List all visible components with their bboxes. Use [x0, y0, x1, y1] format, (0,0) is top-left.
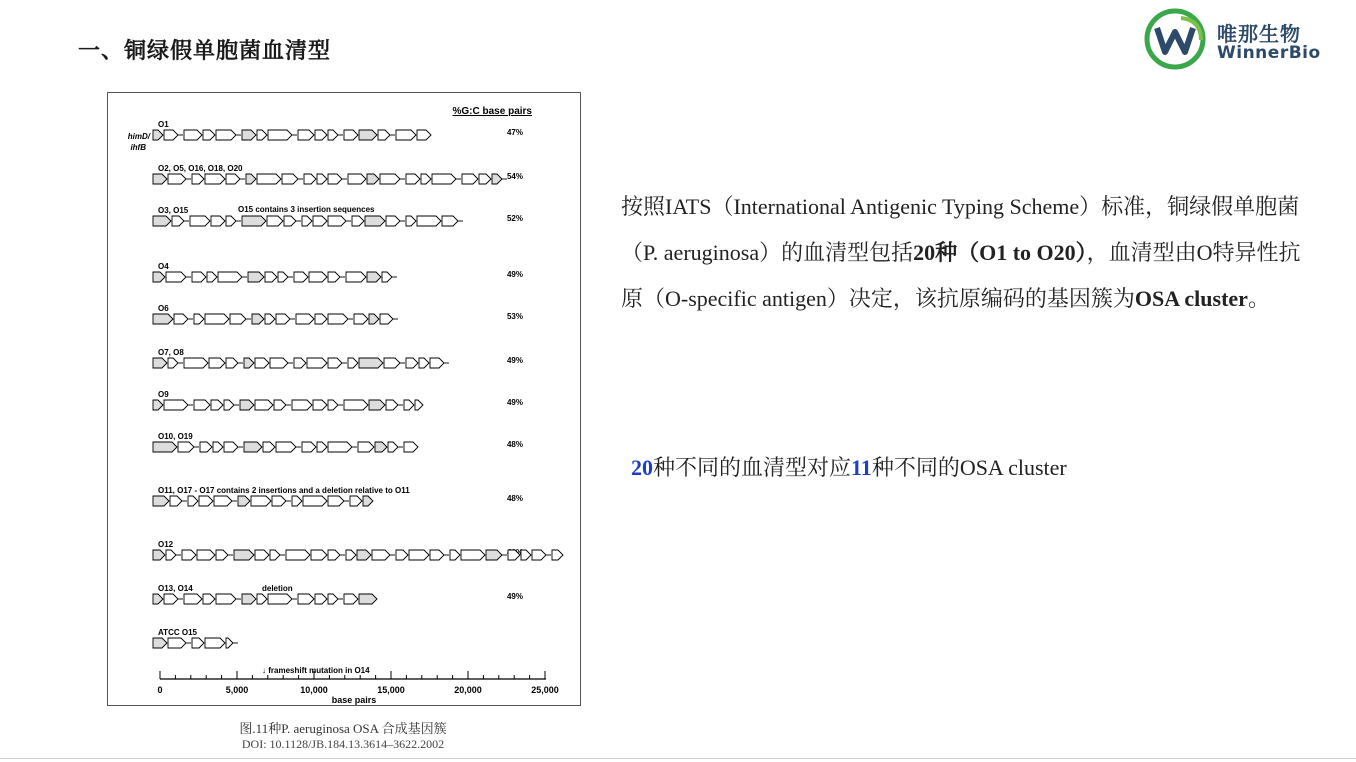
gene-arrow [354, 314, 368, 324]
gene-arrow [224, 400, 234, 410]
gene-arrow [313, 400, 327, 410]
o15-note: O15 contains 3 insertion sequences [238, 205, 375, 214]
gene-arrow [294, 358, 306, 368]
summary-line [631, 451, 1067, 482]
gene-arrow [278, 272, 288, 282]
row-label: O1 [158, 120, 169, 129]
gene-arrow [292, 400, 312, 410]
gene-arrow [184, 358, 208, 368]
gene-arrow [213, 442, 223, 452]
gene-arrow [168, 638, 186, 648]
gene-arrow [432, 174, 456, 184]
para-text-1: 按照IATS（International Antigenic Typing Scheme）标准，铜绿假单胞菌（P. aeruginosa）的血清型包括 [621, 194, 1300, 265]
gene-arrow [268, 130, 292, 140]
gene-arrow [328, 550, 340, 560]
gene-arrow [197, 550, 215, 560]
gene-arrow [205, 638, 225, 648]
row-gc-value: 49% [506, 356, 523, 365]
cluster-rows [153, 120, 563, 675]
frameshift-note: ↓ frameshift mutation in O14 [262, 666, 370, 675]
gene-arrow [396, 130, 416, 140]
gene-arrow [350, 496, 362, 506]
gene-arrow [224, 442, 238, 452]
gene-arrow [302, 442, 316, 452]
row-gc-value: 48% [506, 494, 523, 503]
gene-arrow [200, 442, 212, 452]
axis-tick: 15,000 [377, 685, 405, 695]
gene-arrow [294, 272, 308, 282]
gene-arrow [352, 216, 364, 226]
logo-cn-text: 唯那生物 [1217, 22, 1301, 46]
axis-tick: 25,000 [531, 685, 559, 695]
gene-arrow [430, 550, 444, 560]
gene-arrow [282, 174, 298, 184]
gene-arrow [415, 400, 423, 410]
gene-arrow [248, 272, 264, 282]
gene-arrow [328, 496, 344, 506]
gene-arrow [226, 358, 238, 368]
gene-arrow [417, 216, 441, 226]
gene-arrow [346, 550, 356, 560]
para-text-end: 。 [1247, 286, 1270, 311]
gene-arrow [328, 358, 342, 368]
gene-arrow [365, 216, 385, 226]
gene-arrow [234, 550, 254, 560]
para-bold-osa: OSA cluster [1134, 286, 1248, 311]
gene-arrow [406, 174, 420, 184]
gene-arrow [153, 358, 167, 368]
gene-arrow [298, 130, 314, 140]
gene-arrow [240, 400, 254, 410]
gene-arrow [317, 174, 327, 184]
gene-arrow [386, 400, 398, 410]
gene-arrow [226, 638, 233, 648]
gc-header: %G:C base pairs [452, 106, 532, 117]
gene-arrow [406, 358, 418, 368]
row-label: O10, O19 [158, 432, 193, 441]
gene-arrow [328, 594, 338, 604]
gene-arrow [265, 314, 275, 324]
gene-arrow [369, 314, 379, 324]
gene-arrow [315, 130, 327, 140]
gene-arrow [380, 174, 400, 184]
para-text-2: ，血清型由O特异性抗原（O-specific antigen）决定，该抗原编码的基因簇为 [621, 240, 1301, 311]
summary-text-mid: 种不同的血清型对应 [653, 455, 852, 480]
gene-arrow [359, 594, 377, 604]
figure-doi: DOI: 10.1128/JB.184.13.3614–3622.2002 [241, 737, 445, 751]
row-label: O9 [158, 390, 169, 399]
gene-arrow [153, 638, 167, 648]
winnerbio-logo [1143, 6, 1343, 72]
gene-arrow [315, 594, 327, 604]
gene-arrow [346, 272, 366, 282]
gene-arrow [194, 400, 210, 410]
gene-arrow [348, 174, 366, 184]
row-label: O13, O14 [158, 584, 193, 593]
footer-divider [0, 758, 1356, 759]
gene-arrow [242, 594, 256, 604]
gene-arrow [153, 174, 167, 184]
gene-arrow [172, 216, 184, 226]
gene-arrow [309, 272, 327, 282]
gene-arrow [358, 442, 374, 452]
gene-arrow [382, 272, 392, 282]
gene-arrow [276, 442, 296, 452]
gene-arrow [255, 358, 269, 368]
gene-arrow [205, 314, 229, 324]
base-pair-axis [157, 671, 558, 705]
gene-arrow [153, 314, 173, 324]
gene-arrow [255, 550, 269, 560]
gene-arrow [192, 638, 204, 648]
gene-arrow [203, 594, 215, 604]
row-gc-value: 54% [506, 172, 523, 181]
row-label: O7, O8 [158, 348, 184, 357]
gene-arrow [265, 272, 277, 282]
gene-arrow [194, 314, 204, 324]
gene-arrow [532, 550, 546, 560]
logo-mark-icon [1143, 6, 1213, 72]
gene-arrow [192, 174, 204, 184]
gene-arrow [404, 400, 414, 410]
gene-arrow [238, 496, 250, 506]
gene-arrow [274, 400, 286, 410]
row-gc-value: 47% [506, 128, 523, 137]
gene-arrow [378, 130, 390, 140]
gene-arrow [286, 550, 310, 560]
gene-arrow [359, 130, 377, 140]
gene-arrow [170, 496, 182, 506]
gene-arrow [486, 550, 502, 560]
axis-label: base pairs [331, 695, 377, 705]
gene-arrow [276, 314, 290, 324]
gene-arrow [211, 400, 223, 410]
gene-arrow [164, 130, 178, 140]
gene-arrow [307, 358, 327, 368]
para-bold-serotypes: 20种（O1 to O20） [913, 240, 1087, 265]
row-gc-value: 48% [506, 440, 523, 449]
gene-arrow [251, 496, 271, 506]
slide-title: 一、铜绿假单胞菌血清型 [78, 38, 332, 64]
gene-arrow [328, 272, 340, 282]
gene-arrow [174, 314, 188, 324]
gene-arrow [230, 314, 246, 324]
gene-arrow [211, 216, 225, 226]
gene-arrow [461, 550, 485, 560]
gene-arrow [226, 216, 236, 226]
gene-arrow [419, 358, 429, 368]
gene-arrow [303, 496, 327, 506]
gene-arrow [302, 216, 312, 226]
gene-arrow [328, 174, 342, 184]
gene-arrow [205, 174, 225, 184]
gene-arrow [153, 216, 171, 226]
gene-arrow [328, 216, 346, 226]
gene-arrow [367, 174, 379, 184]
gene-arrow [328, 442, 352, 452]
gene-arrow [257, 594, 267, 604]
gene-arrow [359, 358, 383, 368]
row-gc-value: 49% [506, 398, 523, 407]
gene-arrow [268, 594, 292, 604]
gene-cluster-diagram [108, 93, 580, 705]
gene-arrow [214, 496, 232, 506]
gene-arrow [479, 174, 491, 184]
gene-arrow [344, 594, 358, 604]
gene-arrow [313, 216, 327, 226]
gene-arrow [406, 216, 416, 226]
gene-arrow [257, 130, 267, 140]
logo-en-text: WinnerBio [1217, 43, 1321, 63]
row-gc-value: 49% [506, 270, 523, 279]
gene-arrow [372, 550, 390, 560]
gene-arrow [203, 130, 215, 140]
gene-arrow [328, 400, 338, 410]
row-label: ATCC O15 [158, 628, 197, 637]
gene-arrow [430, 358, 444, 368]
axis-tick: 20,000 [454, 685, 482, 695]
gene-arrow [190, 216, 210, 226]
gene-arrow [242, 130, 256, 140]
gene-arrow [421, 174, 431, 184]
gene-arrow [328, 130, 338, 140]
gene-arrow [317, 442, 327, 452]
gene-arrow [357, 550, 371, 560]
gene-arrow [246, 174, 256, 184]
gene-arrow [242, 216, 266, 226]
himd-label: himD/ [127, 132, 150, 141]
gene-arrow [153, 130, 163, 140]
gene-arrow [216, 550, 228, 560]
gene-arrow [252, 314, 264, 324]
gene-arrow [166, 550, 176, 560]
gene-arrow [153, 550, 165, 560]
gene-arrow [344, 130, 358, 140]
gene-arrow [192, 272, 206, 282]
gene-arrow [182, 550, 196, 560]
gene-arrow [270, 550, 280, 560]
gene-arrow [284, 216, 296, 226]
osa-cluster-figure [107, 92, 581, 706]
gene-arrow [255, 400, 273, 410]
gene-arrow [164, 594, 178, 604]
gene-arrow [270, 358, 288, 368]
gene-arrow [244, 358, 254, 368]
gene-arrow [369, 400, 385, 410]
row-label: O4 [158, 262, 169, 271]
figure-caption: 图.11种P. aeruginosa OSA 合成基因簇 [239, 721, 447, 736]
gene-arrow [344, 400, 368, 410]
gene-arrow [153, 442, 177, 452]
gene-arrow [367, 272, 381, 282]
gene-arrow [388, 442, 398, 452]
row-gc-value: 53% [506, 312, 523, 321]
gene-arrow [207, 272, 217, 282]
row-gc-value: 52% [506, 214, 523, 223]
gene-arrow [153, 272, 165, 282]
gene-arrow [492, 174, 502, 184]
description-paragraph [621, 184, 1321, 322]
ihfb-label: ihfB [130, 143, 146, 152]
gene-arrow [244, 442, 262, 452]
axis-tick: 10,000 [300, 685, 328, 695]
gene-arrow [226, 174, 240, 184]
gene-arrow [188, 496, 198, 506]
gene-arrow [168, 174, 186, 184]
gene-arrow [178, 442, 194, 452]
gene-arrow [272, 496, 286, 506]
gene-arrow [311, 550, 327, 560]
summary-text-end: 种不同的OSA cluster [871, 455, 1067, 480]
gene-arrow [375, 442, 387, 452]
gene-arrow [521, 550, 531, 560]
row-label: O3, O15 [158, 206, 189, 215]
gene-arrow [153, 496, 169, 506]
gene-arrow [216, 130, 236, 140]
gene-arrow [348, 358, 358, 368]
gene-arrow [298, 594, 314, 604]
axis-tick: 0 [157, 685, 163, 695]
gene-arrow [263, 442, 275, 452]
gene-arrow [218, 272, 242, 282]
gene-arrow [396, 550, 408, 560]
gene-arrow [296, 314, 314, 324]
gene-arrow [404, 442, 418, 452]
gene-arrow [315, 314, 327, 324]
gene-arrow [166, 272, 186, 282]
summary-num-clusters: 11 [851, 455, 872, 480]
gene-arrow [450, 550, 460, 560]
deletion-note: deletion [262, 584, 293, 593]
row-label: O11, O17 - O17 contains 2 insertions and a deletion relative to O11 [158, 486, 410, 495]
gene-arrow [417, 130, 431, 140]
gene-arrow [184, 130, 202, 140]
row-label: O6 [158, 304, 169, 313]
gene-arrow [267, 216, 283, 226]
gene-arrow [292, 496, 302, 506]
gene-arrow [216, 594, 236, 604]
gene-arrow [209, 358, 225, 368]
row-gc-value: 49% [506, 592, 523, 601]
gene-arrow [164, 400, 188, 410]
gene-arrow [328, 314, 348, 324]
row-label: O12 [158, 540, 174, 549]
gene-arrow [168, 358, 178, 368]
gene-arrow [462, 174, 478, 184]
gene-arrow [363, 496, 373, 506]
gene-arrow [384, 358, 400, 368]
gene-arrow [184, 594, 202, 604]
gene-arrow [153, 400, 163, 410]
gene-arrow [304, 174, 316, 184]
gene-arrow [442, 216, 458, 226]
row-label: O2, O5, O16, O18, O20 [158, 164, 243, 173]
gene-arrow [552, 550, 563, 560]
gene-arrow [380, 314, 393, 324]
gene-arrow [199, 496, 213, 506]
gene-arrow [257, 174, 281, 184]
gene-arrow [409, 550, 429, 560]
gene-arrow [153, 594, 163, 604]
summary-num-serotypes: 20 [631, 455, 653, 480]
gene-arrow [386, 216, 400, 226]
axis-tick: 5,000 [225, 685, 249, 695]
